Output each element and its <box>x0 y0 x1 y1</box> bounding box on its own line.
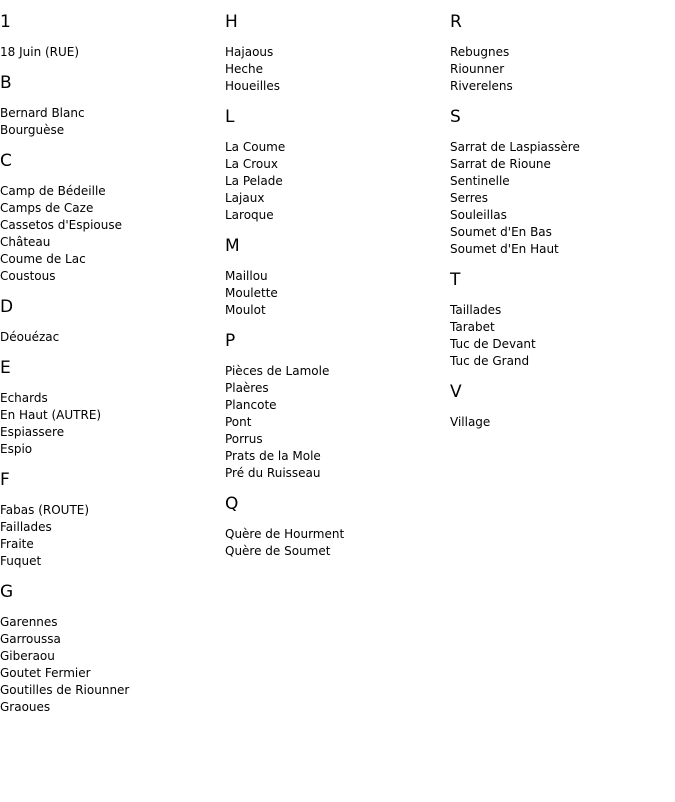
street-item[interactable]: Coustous <box>0 269 56 283</box>
letter-group <box>0 71 225 139</box>
letter-group <box>450 268 675 370</box>
street-item[interactable]: Pièces de Lamole <box>225 364 330 378</box>
street-item[interactable]: Soumet d'En Haut <box>450 242 559 256</box>
street-item[interactable]: Camp de Bédeille <box>0 184 106 198</box>
letter-heading: H <box>225 12 238 32</box>
letter-group <box>225 10 450 95</box>
letter-group <box>0 468 225 570</box>
street-item[interactable]: Tarabet <box>450 320 495 334</box>
street-list <box>0 390 225 458</box>
letter-heading: B <box>0 73 12 93</box>
street-item[interactable]: Souleillas <box>450 208 507 222</box>
street-item[interactable]: Riverelens <box>450 79 513 93</box>
street-list <box>450 302 675 370</box>
street-item[interactable]: Plancote <box>225 398 277 412</box>
index-column-3 <box>450 10 675 441</box>
street-list <box>450 414 675 431</box>
index-column-2 <box>225 10 450 570</box>
street-list <box>225 526 450 560</box>
letter-heading: Q <box>225 494 239 514</box>
street-item[interactable]: Quère de Hourment <box>225 527 345 541</box>
street-item[interactable]: Giberaou <box>0 649 55 663</box>
street-item[interactable]: Serres <box>450 191 489 205</box>
street-item[interactable]: Coume de Lac <box>0 252 86 266</box>
street-item[interactable]: Taillades <box>450 303 502 317</box>
letter-group <box>0 10 225 61</box>
street-item[interactable]: Bernard Blanc <box>0 106 85 120</box>
index-column-1 <box>0 10 225 726</box>
street-item[interactable]: Hajaous <box>225 45 274 59</box>
letter-group <box>225 234 450 319</box>
street-item[interactable]: Lajaux <box>225 191 265 205</box>
street-item[interactable]: Déouézac <box>0 330 60 344</box>
street-item[interactable]: Bourguèse <box>0 123 65 137</box>
letter-heading: D <box>0 297 14 317</box>
street-item[interactable]: Moulot <box>225 303 266 317</box>
letter-group <box>450 105 675 258</box>
street-item[interactable]: Château <box>0 235 51 249</box>
street-item[interactable]: 18 Juin (RUE) <box>0 45 80 59</box>
street-item[interactable]: Cassetos d'Espiouse <box>0 218 123 232</box>
street-item[interactable]: Quère de Soumet <box>225 544 331 558</box>
street-item[interactable]: Plaères <box>225 381 269 395</box>
letter-group <box>225 492 450 560</box>
street-item[interactable]: Prats de la Mole <box>225 449 321 463</box>
street-list <box>225 44 450 95</box>
street-item[interactable]: Goutet Fermier <box>0 666 91 680</box>
letter-heading: R <box>450 12 462 32</box>
street-item[interactable]: Pont <box>225 415 252 429</box>
letter-heading: P <box>225 331 236 351</box>
street-list <box>450 139 675 258</box>
street-list <box>0 614 225 716</box>
letter-heading: S <box>450 107 461 127</box>
street-list <box>0 183 225 285</box>
street-item[interactable]: Sarrat de Rioune <box>450 157 551 171</box>
street-item[interactable]: La Pelade <box>225 174 283 188</box>
letter-heading: F <box>0 470 10 490</box>
letter-heading: E <box>0 358 11 378</box>
street-item[interactable]: Espiassere <box>0 425 65 439</box>
letter-heading: G <box>0 582 14 602</box>
street-item[interactable]: Fabas (ROUTE) <box>0 503 90 517</box>
letter-heading: C <box>0 151 12 171</box>
street-list <box>225 139 450 224</box>
street-item[interactable]: Sentinelle <box>450 174 510 188</box>
street-item[interactable]: Maillou <box>225 269 268 283</box>
street-list <box>225 363 450 482</box>
street-item[interactable]: Faillades <box>0 520 52 534</box>
street-item[interactable]: Fuquet <box>0 554 42 568</box>
street-item[interactable]: Riounner <box>450 62 505 76</box>
street-item[interactable]: Garennes <box>0 615 58 629</box>
street-item[interactable]: Goutilles de Riounner <box>0 683 130 697</box>
letter-heading: T <box>450 270 461 290</box>
street-item[interactable]: La Croux <box>225 157 278 171</box>
street-item[interactable]: Fraite <box>0 537 34 551</box>
street-list <box>0 105 225 139</box>
letter-heading: 1 <box>0 12 11 32</box>
street-item[interactable]: En Haut (AUTRE) <box>0 408 102 422</box>
street-item[interactable]: Laroque <box>225 208 274 222</box>
street-item[interactable]: Tuc de Grand <box>450 354 530 368</box>
letter-group <box>225 329 450 482</box>
street-list <box>450 44 675 95</box>
street-item[interactable]: Espio <box>0 442 33 456</box>
letter-group <box>0 356 225 458</box>
letter-group <box>0 149 225 285</box>
street-item[interactable]: Soumet d'En Bas <box>450 225 552 239</box>
street-item[interactable]: Echards <box>0 391 48 405</box>
street-item[interactable]: Houeilles <box>225 79 280 93</box>
letter-heading: L <box>225 107 235 127</box>
letter-group <box>0 580 225 716</box>
street-item[interactable]: Graoues <box>0 700 51 714</box>
street-item[interactable]: Pré du Ruisseau <box>225 466 321 480</box>
street-item[interactable]: Garroussa <box>0 632 61 646</box>
street-item[interactable]: Heche <box>225 62 263 76</box>
street-item[interactable]: Camps de Caze <box>0 201 94 215</box>
letter-group <box>0 295 225 346</box>
street-list <box>0 329 225 346</box>
street-item[interactable]: Moulette <box>225 286 278 300</box>
street-item[interactable]: Village <box>450 415 491 429</box>
street-item[interactable]: La Coume <box>225 140 286 154</box>
letter-heading: V <box>450 382 462 402</box>
street-item[interactable]: Sarrat de Laspiassère <box>450 140 580 154</box>
street-list <box>0 44 225 61</box>
street-list <box>225 268 450 319</box>
letter-group <box>450 380 675 431</box>
street-item[interactable]: Tuc de Devant <box>450 337 536 351</box>
street-item[interactable]: Porrus <box>225 432 263 446</box>
street-item[interactable]: Rebugnes <box>450 45 510 59</box>
letter-heading: M <box>225 236 240 256</box>
street-list <box>0 502 225 570</box>
letter-group <box>450 10 675 95</box>
letter-group <box>225 105 450 224</box>
